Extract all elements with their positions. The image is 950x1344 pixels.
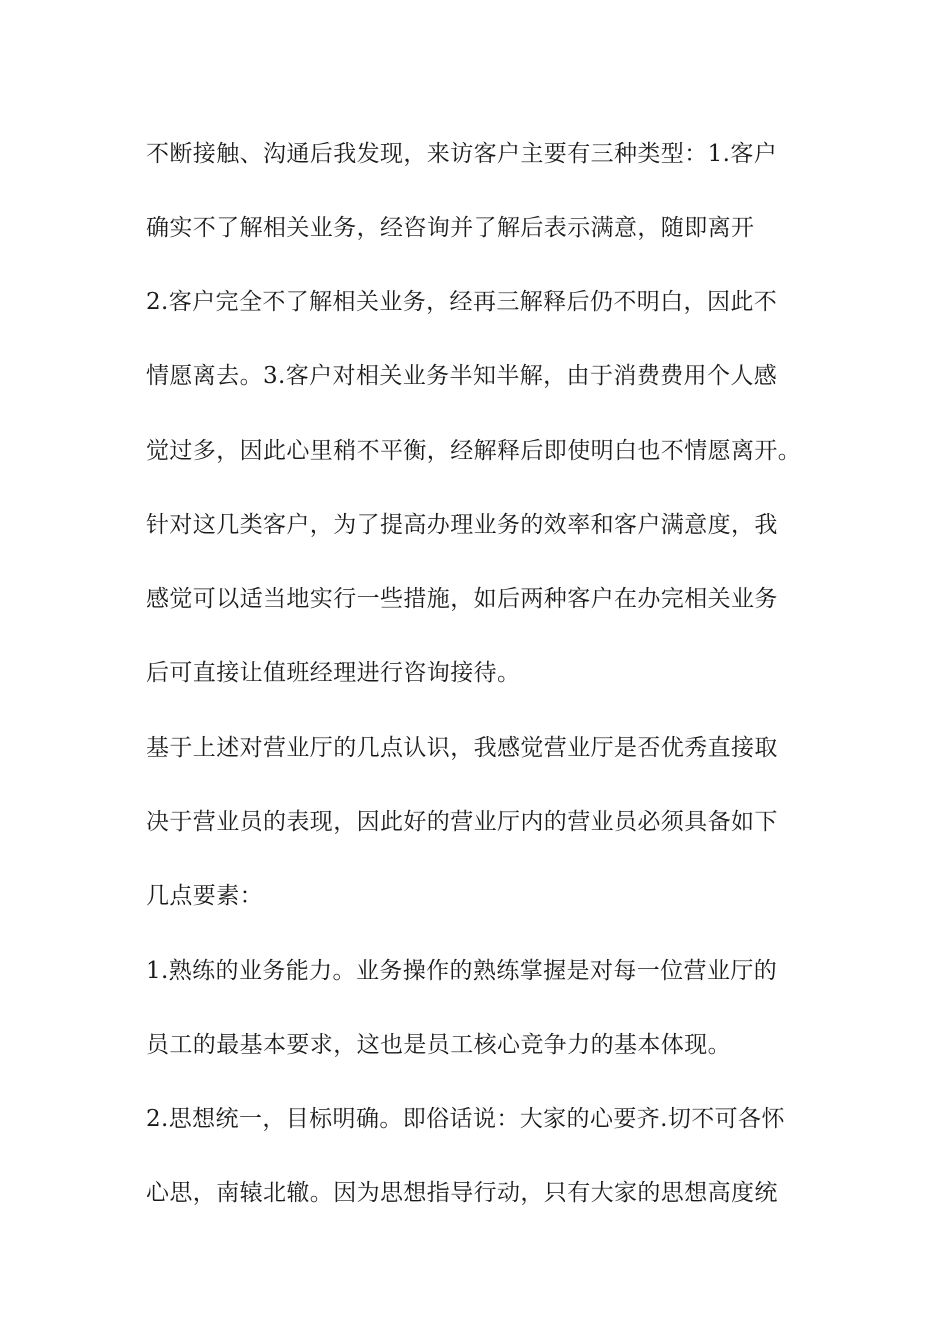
text-line: 觉过多，因此心里稍不平衡，经解释后即使明白也不情愿离开。 xyxy=(146,438,802,464)
text-line: 决于营业员的表现，因此好的营业厅内的营业员必须具备如下 xyxy=(146,809,778,835)
text-line: 1.熟练的业务能力。业务操作的熟练掌握是对每一位营业厅的 xyxy=(146,958,778,984)
text-line: 情愿离去。3.客户对相关业务半知半解，由于消费费用个人感 xyxy=(146,363,778,389)
text-line: 确实不了解相关业务，经咨询并了解后表示满意，随即离开 xyxy=(146,215,755,241)
text-line: 不断接触、沟通后我发现，来访客户主要有三种类型：1.客户 xyxy=(146,141,778,167)
text-line: 基于上述对营业厅的几点认识，我感觉营业厅是否优秀直接取 xyxy=(146,735,778,761)
text-line: 2.思想统一，目标明确。即俗话说：大家的心要齐.切不可各怀 xyxy=(146,1106,785,1132)
text-line: 2.客户完全不了解相关业务，经再三解释后仍不明白，因此不 xyxy=(146,289,778,315)
text-line: 感觉可以适当地实行一些措施，如后两种客户在办完相关业务 xyxy=(146,586,778,612)
text-line: 员工的最基本要求，这也是员工核心竞争力的基本体现。 xyxy=(146,1032,731,1058)
text-line: 几点要素： xyxy=(146,883,263,909)
text-line: 针对这几类客户，为了提高办理业务的效率和客户满意度，我 xyxy=(146,512,778,538)
text-line: 心思，南辕北辙。因为思想指导行动，只有大家的思想高度统 xyxy=(146,1180,778,1206)
text-line: 后可直接让值班经理进行咨询接待。 xyxy=(146,660,521,686)
